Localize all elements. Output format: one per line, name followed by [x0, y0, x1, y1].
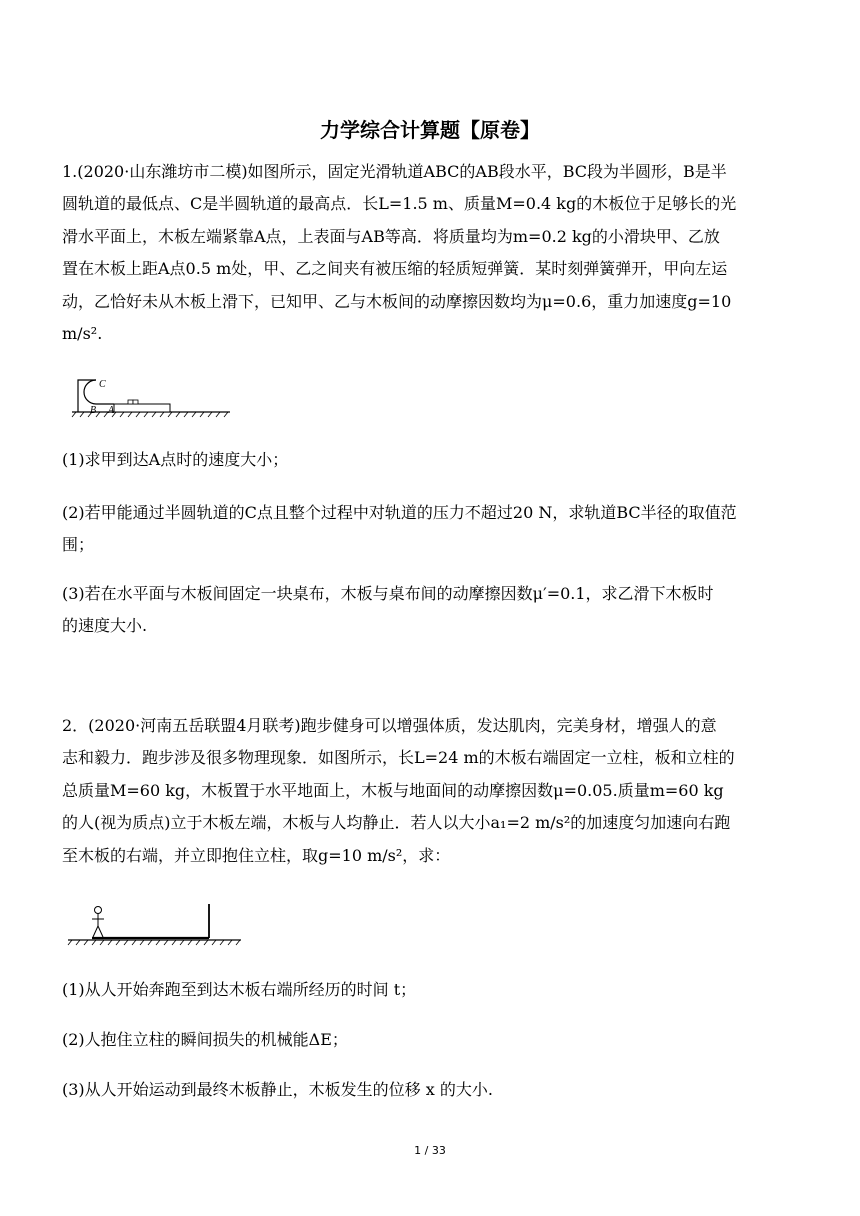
block-yi: [133, 400, 138, 404]
q1-line: 动，乙恰好未从木板上滑下，已知甲、乙与木板间的动摩擦因数均为μ=0.6，重力加速度g=10: [62, 291, 732, 311]
page-title: 力学综合计算题【原卷】: [320, 118, 540, 142]
q2-sub1: [62, 974, 800, 1006]
q2-line: 2．(2020·河南五岳联盟4月联考)跑步健身可以增强体质，发达肌肉，完美身材，增强人的意: [62, 716, 717, 735]
q1-line: 置在木板上距A点0.5 m处，甲、乙之间夹有被压缩的轻质短弹簧．某时刻弹簧弹开，甲向左运: [62, 259, 728, 279]
q2-sub3: [62, 1074, 800, 1106]
label-b: B: [90, 405, 97, 416]
q1-line: 1.(2020·山东潍坊市二模)如图所示，固定光滑轨道ABC的AB段水平，BC段为半圆形，B是半: [62, 162, 727, 181]
q2-sub1-text: (1)从人开始奔跑至到达木板右端所经历的时间 t；: [62, 980, 417, 999]
q1-line: 滑水平面上，木板左端紧靠A点，上表面与AB等高．将质量均为m=0.2 kg的小滑块甲、乙放: [62, 226, 720, 246]
q2-line: 志和毅力．跑步涉及很多物理现象．如图所示，长L=24 m的木板右端固定一立柱，板和立柱的: [62, 748, 735, 768]
q1-sub2-line: 围；: [62, 535, 95, 555]
label-c: C: [99, 379, 106, 390]
q2-line: 至木板的右端，并立即抱住立柱，取g=10 m/s²，求：: [62, 845, 451, 865]
person-figure: [92, 907, 104, 938]
q1-sub1: [62, 444, 800, 476]
q2-sub2-text: (2)人抱住立柱的瞬间损失的机械能ΔE；: [62, 1030, 348, 1049]
semicircle-track: [84, 380, 96, 404]
q2-sub2: [62, 1024, 800, 1056]
q1-line: 圆轨道的最低点、C是半圆轨道的最高点．长L=1.5 m、质量M=0.4 kg的木板位于足够长的光: [62, 194, 737, 214]
q1-sub3-line: (3)若在水平面与木板间固定一块桌布，木板与桌布间的动摩擦因数μ′=0.1，求乙滑下木板时: [62, 584, 714, 603]
q1-sub3-line: 的速度大小.: [62, 616, 148, 636]
question-1-stem: [62, 156, 800, 350]
q1-sub2-line: (2)若甲能通过半圆轨道的C点且整个过程中对轨道的压力不超过20 N，求轨道BC半径的取值范: [62, 503, 737, 522]
ground-hatch: [68, 940, 240, 945]
block-jia: [128, 400, 133, 404]
board: [114, 404, 170, 412]
page-number: 1 / 33: [414, 1144, 446, 1157]
q1-sub2: [62, 497, 800, 562]
q2-sub3-text: (3)从人开始运动到最终木板静止，木板发生的位移 x 的大小.: [62, 1080, 493, 1099]
q1-sub1-text: (1)求甲到达A点时的速度大小；: [62, 450, 289, 469]
question-2-stem: [62, 710, 800, 872]
q1-line: m/s².: [62, 323, 103, 343]
runner-board-figure: [66, 900, 246, 950]
q1-sub3: [62, 578, 800, 643]
track-board-figure: [66, 372, 234, 422]
q2-line: 总质量M=60 kg，木板置于水平地面上，木板与地面间的动摩擦因数μ=0.05.质量m=60 kg: [62, 780, 724, 800]
q2-line: 的人(视为质点)立于木板左端，木板与人均静止．若人以大小a₁=2 m/s²的加速度匀加速向右跑: [62, 813, 731, 833]
label-a: A: [108, 405, 115, 416]
